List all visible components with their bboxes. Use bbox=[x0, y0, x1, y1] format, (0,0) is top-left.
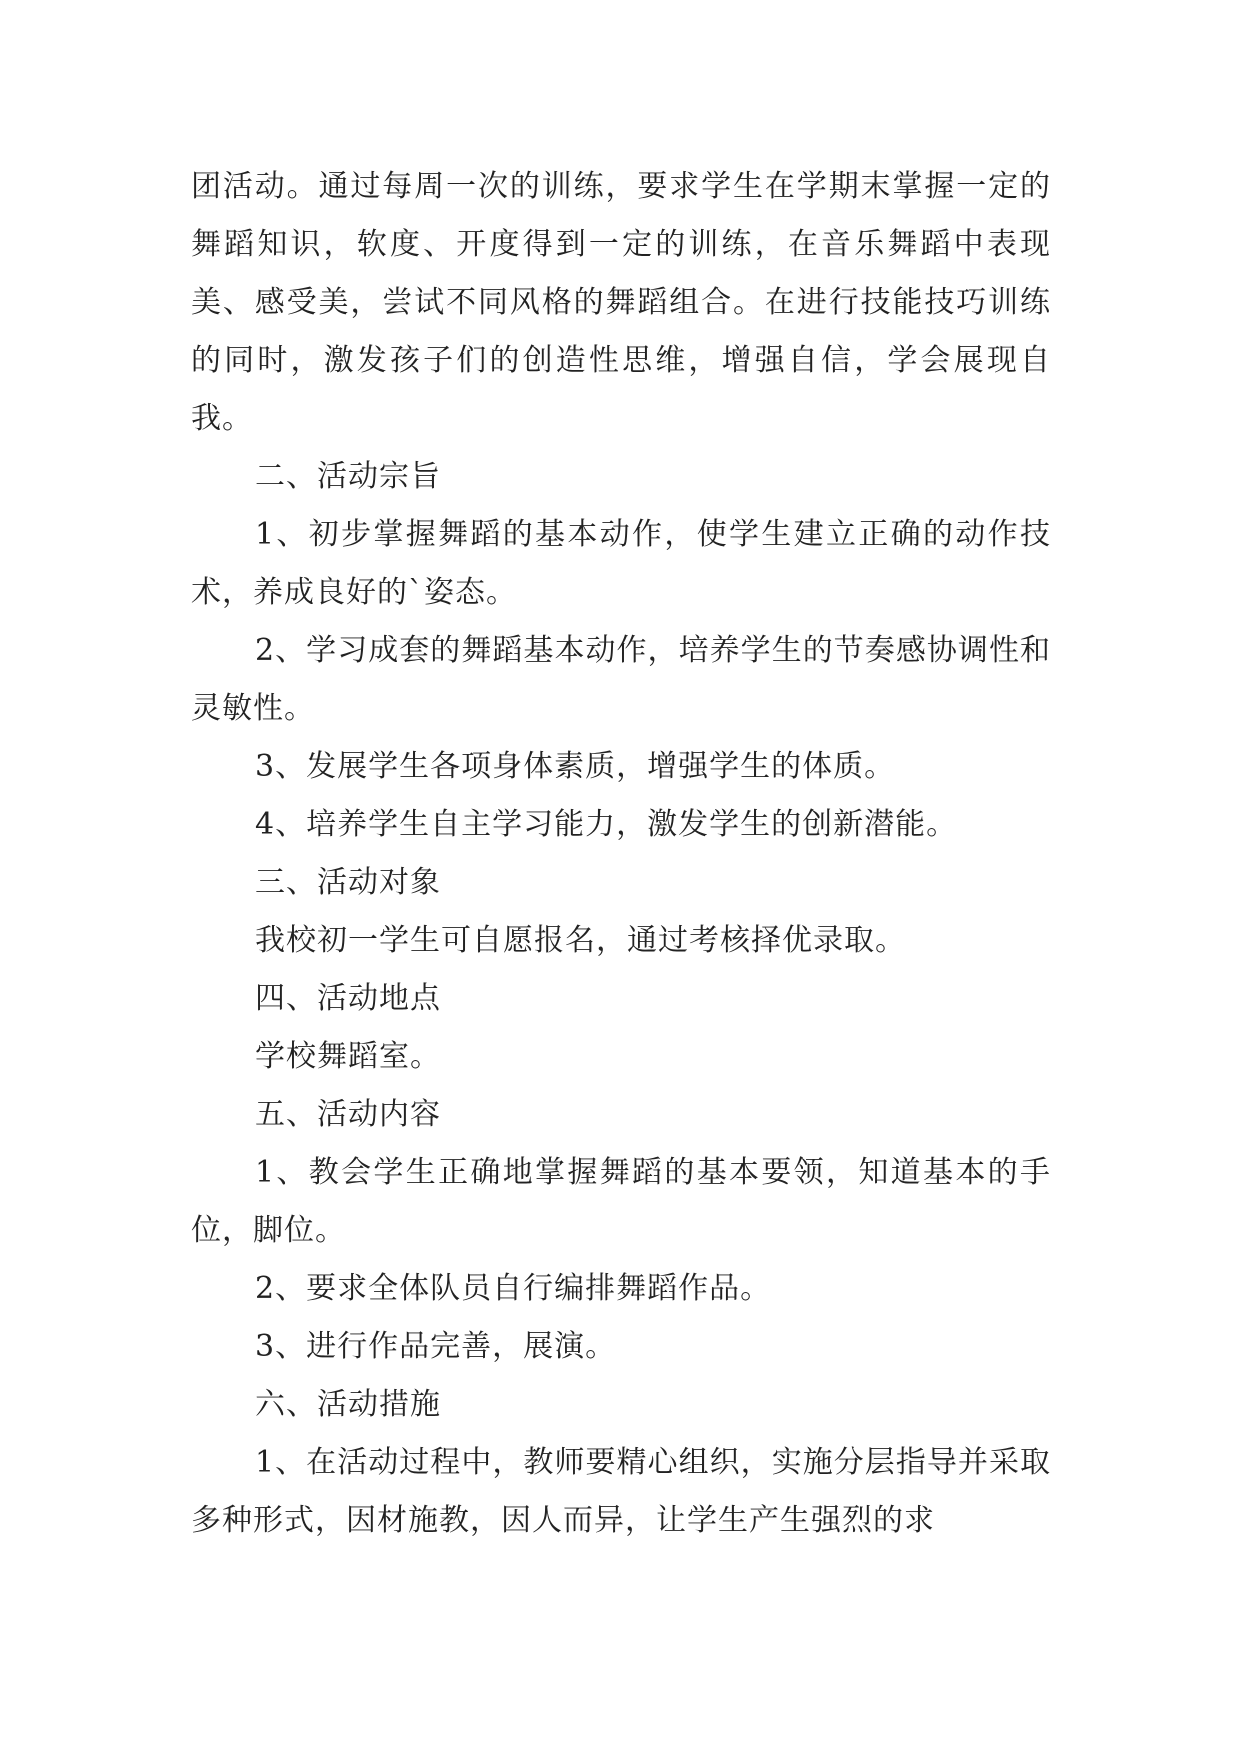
paragraph-measures-1: 1、在活动过程中，教师要精心组织，实施分层指导并采取多种形式，因材施教，因人而异，让学生产生强烈的求 bbox=[191, 1445, 1051, 1538]
paragraph-purpose-3: 3、发展学生各项身体素质，增强学生的体质。 bbox=[255, 749, 896, 784]
paragraph-intro-continuation: 团活动。通过每周一次的训练，要求学生在学期末掌握一定的舞蹈知识，软度、开度得到一定的训练，在音乐舞蹈中表现美、感受美，尝试不同风格的舞蹈组合。在进行技能技巧训练的同时，激发孩子们的创造性思维，增强自信，学会展现自我。 bbox=[191, 169, 1051, 436]
paragraph-target: 我校初一学生可自愿报名，通过考核择优录取。 bbox=[255, 923, 906, 958]
heading-activity-location: 四、活动地点 bbox=[255, 981, 441, 1016]
paragraph-content-3: 3、进行作品完善，展演。 bbox=[255, 1329, 617, 1364]
paragraph-content-2: 2、要求全体队员自行编排舞蹈作品。 bbox=[255, 1271, 772, 1306]
paragraph-purpose-2: 2、学习成套的舞蹈基本动作，培养学生的节奏感协调性和灵敏性。 bbox=[191, 633, 1051, 726]
paragraph-purpose-1: 1、初步掌握舞蹈的基本动作，使学生建立正确的动作技术，养成良好的`姿态。 bbox=[191, 517, 1051, 610]
paragraph-content-1: 1、教会学生正确地掌握舞蹈的基本要领，知道基本的手位，脚位。 bbox=[191, 1155, 1051, 1248]
heading-activity-target: 三、活动对象 bbox=[255, 865, 441, 900]
heading-activity-measures: 六、活动措施 bbox=[255, 1387, 441, 1422]
heading-activity-content: 五、活动内容 bbox=[255, 1097, 441, 1132]
paragraph-location: 学校舞蹈室。 bbox=[255, 1039, 441, 1074]
heading-activity-purpose: 二、活动宗旨 bbox=[255, 459, 441, 494]
document-body bbox=[191, 158, 1051, 1550]
paragraph-purpose-4: 4、培养学生自主学习能力，激发学生的创新潜能。 bbox=[255, 807, 958, 842]
